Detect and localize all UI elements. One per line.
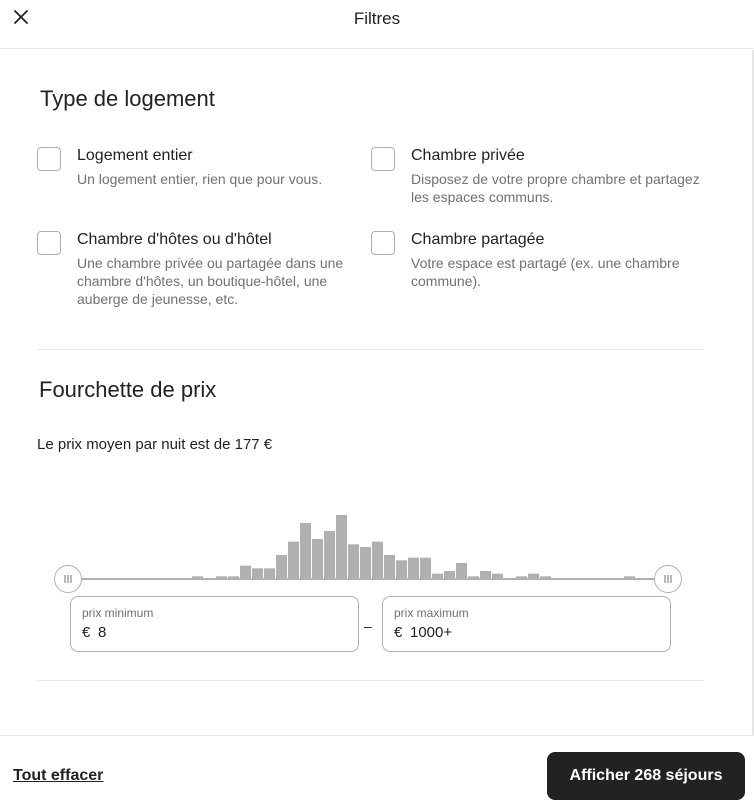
option-label: Chambre privée	[411, 147, 525, 164]
histogram-bar	[396, 560, 407, 579]
filters-content	[0, 50, 754, 735]
histogram-bar	[192, 576, 203, 579]
histogram-bar	[480, 571, 491, 579]
checkbox-private-room[interactable]	[371, 147, 395, 171]
histogram-bar	[372, 542, 383, 579]
modal-title: Filtres	[353, 9, 401, 28]
histogram-bar	[336, 515, 347, 579]
show-stays-button[interactable]: Afficher 268 séjours	[547, 752, 745, 800]
filters-footer	[0, 735, 754, 808]
histogram-bar	[540, 576, 551, 579]
histogram-bar	[444, 571, 455, 579]
min-price-field[interactable]	[70, 596, 359, 652]
histogram-bar	[420, 558, 431, 579]
histogram-bar	[456, 563, 467, 579]
grip-icon	[663, 574, 673, 584]
max-price-slider-handle[interactable]	[654, 565, 682, 593]
histogram-bar	[432, 574, 443, 579]
histogram-bar	[528, 574, 539, 579]
price-range-separator: –	[364, 618, 372, 634]
histogram-bar	[240, 566, 251, 579]
currency-symbol: €	[394, 624, 403, 641]
max-price-value[interactable]: 1000+	[410, 624, 453, 641]
histogram-bar	[324, 531, 335, 579]
histogram-bar	[468, 576, 479, 579]
section-divider	[37, 680, 704, 681]
option-label: Chambre partagée	[411, 231, 545, 248]
histogram-bar	[276, 555, 287, 579]
min-price-slider-handle[interactable]	[54, 565, 82, 593]
histogram-bar	[384, 555, 395, 579]
checkbox-shared-room[interactable]	[371, 231, 395, 255]
option-description: Disposez de votre propre chambre et partagez les espaces communs.	[411, 171, 700, 205]
checkbox-hotel-room[interactable]	[37, 231, 61, 255]
section-title-price: Fourchette de prix	[39, 377, 217, 402]
average-price-text: Le prix moyen par nuit est de 177 €	[37, 436, 273, 453]
min-price-value[interactable]: 8	[98, 624, 107, 641]
currency-symbol: €	[82, 624, 91, 641]
histogram-bar	[288, 542, 299, 579]
histogram-bar	[492, 574, 503, 579]
max-price-label: prix maximum	[394, 606, 469, 620]
filters-header	[0, 0, 754, 49]
histogram-bar	[264, 568, 275, 579]
checkbox-entire-home[interactable]	[37, 147, 61, 171]
option-description: Une chambre privée ou partagée dans une chambre d'hôtes, un boutique-hôtel, une auberge de jeunesse, etc.	[77, 255, 344, 307]
section-title-type: Type de logement	[40, 86, 215, 111]
section-divider	[37, 349, 704, 350]
histogram-bar	[360, 547, 371, 579]
histogram-bar	[348, 544, 359, 579]
histogram-bar	[312, 539, 323, 579]
option-description: Votre espace est partagé (ex. une chambre commune).	[411, 255, 680, 289]
histogram-bar	[624, 576, 635, 579]
histogram-bar	[252, 568, 263, 579]
histogram-bar	[216, 576, 227, 579]
option-label: Logement entier	[77, 147, 193, 164]
option-label: Chambre d'hôtes ou d'hôtel	[77, 231, 272, 248]
option-description: Un logement entier, rien que pour vous.	[77, 171, 323, 187]
clear-all-link[interactable]: Tout effacer	[13, 767, 104, 784]
histogram-bar	[228, 576, 239, 579]
histogram-bar	[516, 576, 527, 579]
grip-icon	[63, 574, 73, 584]
histogram-bar	[408, 558, 419, 579]
min-price-label: prix minimum	[82, 606, 154, 620]
max-price-field[interactable]	[382, 596, 671, 652]
histogram-bar	[300, 523, 311, 579]
